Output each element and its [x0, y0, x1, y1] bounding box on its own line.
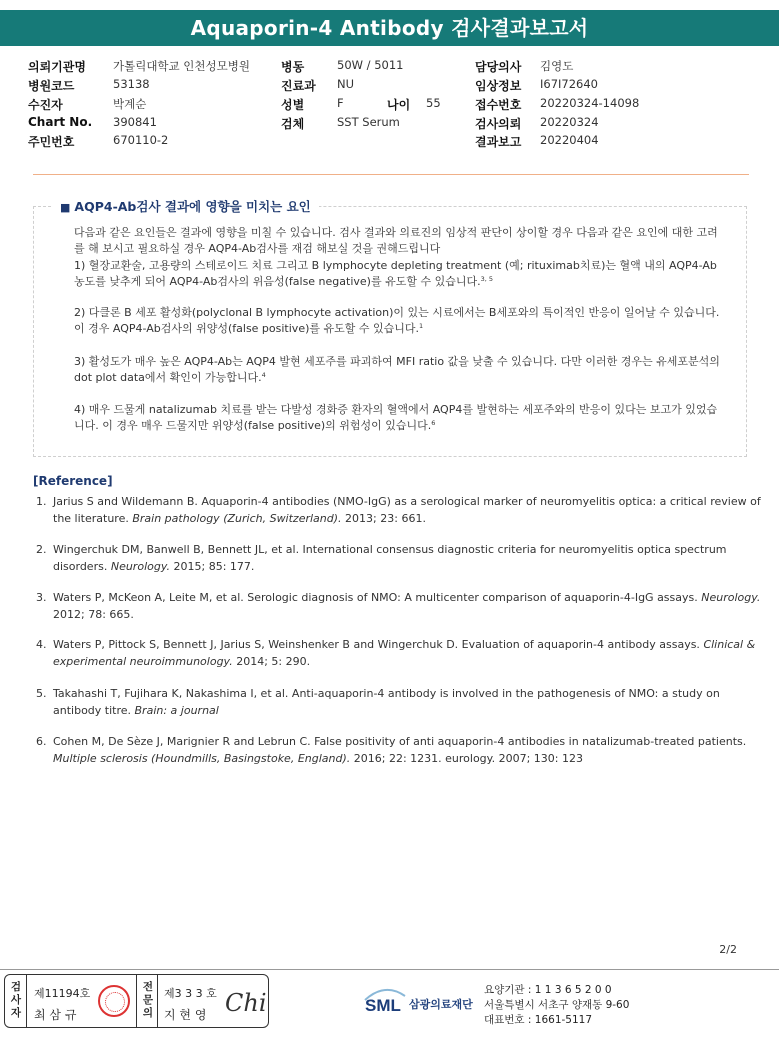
- factor-item-2: [74, 305, 724, 337]
- examiner-label: 검사자: [10, 981, 22, 1019]
- reference-number: 4.: [36, 638, 47, 651]
- reference-tail: 2016; 22: 1231. eurology. 2007; 130: 123: [353, 751, 583, 765]
- specialist-license: 제3 3 3 호: [164, 987, 217, 1000]
- reference-item: [36, 686, 771, 719]
- info-value: 20220324: [540, 115, 599, 129]
- factor-text: 2) 다클론 B 세포 활성화(polyclonal B lymphocyte activation)이 있는 시료에서는 B세포와의 특이적인 반응이 일어날 수 있습니다. 이 경우 AQP4-Ab검사의 위양성(false positive)를 유도할 수 있습니다.: [74, 306, 720, 335]
- info-label: 담당의사: [475, 60, 522, 74]
- info-value: SST Serum: [337, 115, 400, 129]
- reference-number: 1.: [36, 495, 47, 508]
- info-value: 20220324-14098: [540, 96, 640, 110]
- signature-box: [4, 974, 269, 1028]
- info-label: 결과보고: [475, 135, 522, 149]
- factor-text: 1) 혈장교환술, 고용량의 스테로이드 치료 그리고 B lymphocyte depleting treatment (예; rituximab치료)는 혈액 내의 AQP4-Ab농도를 낮추게 되어 AQP4-Ab검사의 위음성(false negative)를 유도할 수 있습니다.: [74, 259, 717, 288]
- reference-item: [36, 734, 771, 767]
- info-value: F: [337, 96, 344, 110]
- reference-tail: 2015; 85: 177.: [173, 559, 255, 573]
- factors-intro: 다음과 같은 요인들은 결과에 영향을 미칠 수 있습니다. 검사 결과와 의료진의 임상적 판단이 상이할 경우 다음과 같은 요인에 대한 고려를 해 보시고 필요하실 경우 AQP4-Ab검사를 재검 해보실 것을 권해드립니다: [74, 226, 718, 255]
- info-label: 나이: [387, 98, 411, 112]
- info-label: 검체: [281, 117, 305, 131]
- reference-journal: Brain: a journal: [134, 703, 219, 717]
- factor-item-1: [74, 258, 724, 290]
- info-value: 가톨릭대학교 인천성모병원: [113, 59, 250, 73]
- info-label: 임상정보: [475, 79, 522, 93]
- citation: 4: [261, 371, 266, 379]
- info-label: 성별: [281, 98, 305, 112]
- reference-text: Takahashi T, Fujihara K, Nakashima I, et al. Anti-aquaporin-4 antibody is involved in the pathogenesis of NMO: a study on antibody titre.: [53, 687, 720, 717]
- reference-tail: 2014; 5: 290.: [236, 654, 311, 668]
- signature-mark: Chi: [225, 989, 267, 1017]
- reference-item: [36, 494, 771, 527]
- info-row: [0, 77, 779, 94]
- reference-item: [36, 590, 771, 623]
- specialist-label: 전문의: [142, 981, 154, 1019]
- info-label: 진료과: [281, 79, 316, 93]
- info-value: 390841: [113, 115, 157, 129]
- section-divider: [33, 174, 749, 175]
- info-value: 김영도: [540, 59, 574, 73]
- factor-text: 4) 매우 드물게 natalizumab 치료를 받는 다발성 경화증 환자의 혈액에서 AQP4를 발현하는 세포주와의 반응이 있다는 보고가 있었습니다. 이 경우 매우 드물지만 위양성(false positive)의 위험성이 있습니다.: [74, 403, 718, 432]
- info-value: 50W / 5011: [337, 58, 404, 72]
- info-label: 수진자: [28, 98, 63, 112]
- reference-journal: Neurology.: [701, 591, 761, 604]
- care-institution-number: 요양기관 : 1 1 3 6 5 2 0 0: [484, 984, 612, 996]
- specialist-label-cell: [136, 975, 158, 1027]
- square-bullet-icon: ■: [60, 201, 71, 214]
- org-phone: 대표번호 : 1661-5117: [484, 1014, 593, 1026]
- reference-text: Waters P, McKeon A, Leite M, et al. Serologic diagnosis of NMO: A multicenter comparison of aquaporin-4-IgG assays.: [53, 591, 698, 604]
- logo-text: SML: [365, 996, 401, 1014]
- org-address: 서울특별시 서초구 양재동 9-60: [484, 999, 630, 1011]
- info-value: I67I72640: [540, 77, 598, 91]
- footer-divider: [0, 969, 779, 970]
- info-value: NU: [337, 77, 355, 91]
- info-value: 박계순: [113, 97, 147, 111]
- citation: 3, 5: [480, 275, 493, 283]
- factors-heading: [52, 197, 319, 215]
- reference-journal: Multiple sclerosis (Houndmills, Basingstoke, England).: [53, 751, 351, 765]
- info-label: 주민번호: [28, 135, 75, 149]
- reference-item: [36, 637, 771, 670]
- info-value: 20220404: [540, 133, 599, 147]
- info-value: 670110-2: [113, 133, 169, 147]
- factor-item-4: [74, 402, 724, 434]
- citation: 6: [431, 419, 436, 427]
- factor-text: 3) 활성도가 매우 높은 AQP4-Ab는 AQP4 발현 세포주를 파괴하여 MFI ratio 값을 낮출 수 있습니다. 다만 이러한 경우는 유세포분석의 dot plot data에서 확인이 가능합니다.: [74, 355, 720, 384]
- reference-journal: Clinical & experimental neuroimmunology.: [53, 638, 756, 668]
- info-label: 병원코드: [28, 79, 75, 93]
- reference-journal: Neurology.: [110, 559, 170, 573]
- examiner-label-cell: [5, 975, 27, 1027]
- reference-tail: 2012; 78: 665.: [53, 607, 134, 621]
- seal-icon: [98, 985, 130, 1017]
- reference-tail: 2013; 23: 661.: [345, 511, 426, 525]
- reference-number: 6.: [36, 735, 47, 748]
- report-title: Aquaporin-4 Antibody 검사결과보고서: [0, 10, 779, 46]
- info-value: 53138: [113, 77, 150, 91]
- info-row: [0, 133, 779, 150]
- citation: 1: [419, 322, 424, 330]
- reference-journal: Brain pathology (Zurich, Switzerland).: [132, 511, 342, 525]
- reference-number: 3.: [36, 591, 47, 604]
- sml-logo-icon: [363, 984, 407, 1018]
- examiner-name: 최 삼 규: [34, 1008, 77, 1022]
- info-label: 병동: [281, 60, 305, 74]
- info-value: 55: [426, 96, 441, 110]
- org-name: 삼광의료재단: [409, 998, 473, 1011]
- info-row: [0, 96, 779, 113]
- info-label: Chart No.: [28, 115, 93, 129]
- info-label: 의뢰기관명: [28, 60, 86, 74]
- info-row: [0, 115, 779, 132]
- reference-text: Wingerchuk DM, Banwell B, Bennett JL, et al. International consensus diagnostic criteria for neuromyelitis optica spectrum disorders.: [53, 543, 727, 573]
- reference-text: Waters P, Pittock S, Bennett J, Jarius S, Weinshenker B and Wingerchuk D. Evaluation of aquaporin-4 antibody assays.: [53, 638, 700, 651]
- reference-heading: [Reference]: [33, 474, 113, 488]
- factor-item-3: [74, 354, 724, 386]
- page-number: 2/2: [719, 943, 737, 956]
- info-label: 접수번호: [475, 98, 522, 112]
- reference-item: [36, 542, 771, 575]
- specialist-name: 지 현 영: [164, 1008, 207, 1022]
- reference-text: Cohen M, De Sèze J, Marignier R and Lebrun C. False positivity of anti aquaporin-4 antibodies in natalizumab-treated patients.: [53, 735, 747, 748]
- examiner-license: 제11194호: [34, 987, 91, 1000]
- info-row: [0, 58, 779, 75]
- reference-number: 2.: [36, 543, 47, 556]
- info-label: 검사의뢰: [475, 117, 522, 131]
- factors-heading-text: AQP4-Ab검사 결과에 영향을 미치는 요인: [74, 199, 311, 214]
- reference-text: Jarius S and Wildemann B. Aquaporin-4 antibodies (NMO-IgG) as a serological marker of neuromyelitis optica: a critical review of the literature.: [53, 495, 761, 525]
- reference-number: 5.: [36, 687, 47, 700]
